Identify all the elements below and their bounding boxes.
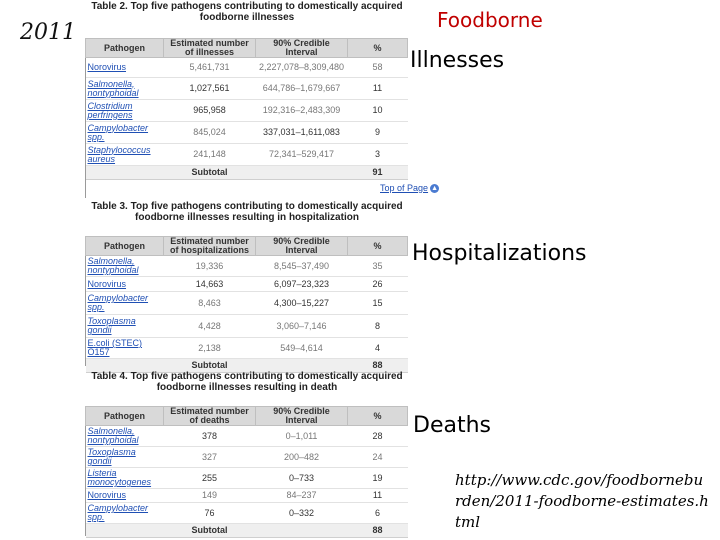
percent-value: 6 <box>348 503 408 524</box>
pathogen-link[interactable]: Staphylococcus aureus <box>86 144 164 166</box>
top-of-page-label: Top of Page <box>380 183 429 193</box>
interval-value: 0–733 <box>256 468 348 489</box>
percent-value: 11 <box>348 78 408 100</box>
header-pathogen: Pathogen <box>86 407 164 426</box>
header-percent: % <box>348 237 408 256</box>
header-interval: 90% Credible Interval <box>256 237 348 256</box>
header-percent: % <box>348 39 408 58</box>
pathogen-link[interactable]: Norovirus <box>86 489 164 503</box>
header-pathogen: Pathogen <box>86 39 164 58</box>
table-row <box>86 78 408 100</box>
interval-value: 4,300–15,227 <box>256 292 348 315</box>
header-interval: 90% Credible Interval <box>256 39 348 58</box>
percent-value: 4 <box>348 338 408 359</box>
percent-value: 24 <box>348 447 408 468</box>
interval-value: 337,031–1,611,083 <box>256 122 348 144</box>
year-label: 2011 <box>20 20 76 45</box>
table4-deaths <box>85 406 408 538</box>
source-url: http://www.cdc.gov/foodborneburden/2011-foodborne-estimates.html <box>455 471 709 531</box>
table3-hospitalizations <box>85 236 408 373</box>
estimate-value: 255 <box>164 468 256 489</box>
percent-value: 9 <box>348 122 408 144</box>
pathogen-link[interactable]: E.coli (STEC) O157 <box>86 338 164 359</box>
table-row <box>86 256 408 277</box>
pathogen-link[interactable]: Toxoplasma gondii <box>86 315 164 338</box>
percent-value: 11 <box>348 489 408 503</box>
table-row <box>86 315 408 338</box>
pathogen-link[interactable]: Campylobacter spp. <box>86 122 164 144</box>
estimate-value: 149 <box>164 489 256 503</box>
header-estimate: Estimated number of deaths <box>164 407 256 426</box>
label-hospitalizations: Hospitalizations <box>412 241 587 266</box>
label-foodborne: Foodborne <box>437 8 543 32</box>
header-estimate: Estimated number of illnesses <box>164 39 256 58</box>
interval-value: 84–237 <box>256 489 348 503</box>
subtotal-percent: 88 <box>348 524 408 538</box>
pathogen-link[interactable]: Toxoplasma gondii <box>86 447 164 468</box>
interval-value: 2,227,078–8,309,480 <box>256 58 348 78</box>
pathogen-link[interactable]: Clostridium perfringens <box>86 100 164 122</box>
interval-value: 3,060–7,146 <box>256 315 348 338</box>
subtotal-percent: 91 <box>348 166 408 180</box>
table-row <box>86 338 408 359</box>
table-row <box>86 468 408 489</box>
table-row <box>86 277 408 292</box>
table2-illnesses <box>85 38 408 180</box>
subtotal-percent: 88 <box>348 359 408 373</box>
table-row <box>86 292 408 315</box>
estimate-value: 1,027,561 <box>164 78 256 100</box>
estimate-value: 241,148 <box>164 144 256 166</box>
percent-value: 15 <box>348 292 408 315</box>
estimate-value: 378 <box>164 426 256 447</box>
percent-value: 3 <box>348 144 408 166</box>
pathogen-link[interactable]: Campylobacter spp. <box>86 503 164 524</box>
header-pathogen: Pathogen <box>86 237 164 256</box>
subtotal-label: Subtotal <box>164 524 256 538</box>
pathogen-link[interactable]: Campylobacter spp. <box>86 292 164 315</box>
table-row <box>86 144 408 166</box>
estimate-value: 14,663 <box>164 277 256 292</box>
pathogen-link[interactable]: Salmonella, nontyphoidal <box>86 426 164 447</box>
subtotal-row <box>86 166 408 180</box>
subtotal-row <box>86 524 408 538</box>
estimate-value: 76 <box>164 503 256 524</box>
interval-value: 549–4,614 <box>256 338 348 359</box>
table-row <box>86 489 408 503</box>
interval-value: 6,097–23,323 <box>256 277 348 292</box>
interval-value: 72,341–529,417 <box>256 144 348 166</box>
percent-value: 10 <box>348 100 408 122</box>
table2-caption: Table 2. Top five pathogens contributing to domestically acquired foodborne illnesses <box>91 1 403 23</box>
pathogen-link[interactable]: Norovirus <box>86 58 164 78</box>
pathogen-link[interactable]: Salmonella, nontyphoidal <box>86 256 164 277</box>
table3-caption: Table 3. Top five pathogens contributing to domestically acquired foodborne illnesses resulting in hospitalization <box>91 201 403 223</box>
table-row <box>86 447 408 468</box>
pathogen-link[interactable]: Listeria monocytogenes <box>86 468 164 489</box>
table-row <box>86 122 408 144</box>
interval-value: 192,316–2,483,309 <box>256 100 348 122</box>
interval-value: 644,786–1,679,667 <box>256 78 348 100</box>
estimate-value: 327 <box>164 447 256 468</box>
estimate-value: 8,463 <box>164 292 256 315</box>
header-percent: % <box>348 407 408 426</box>
percent-value: 35 <box>348 256 408 277</box>
estimate-value: 4,428 <box>164 315 256 338</box>
table-row <box>86 100 408 122</box>
header-estimate: Estimated number of hospitalizations <box>164 237 256 256</box>
percent-value: 8 <box>348 315 408 338</box>
percent-value: 58 <box>348 58 408 78</box>
label-deaths: Deaths <box>413 413 491 438</box>
header-interval: 90% Credible Interval <box>256 407 348 426</box>
percent-value: 19 <box>348 468 408 489</box>
arrow-up-icon: ▲ <box>431 185 439 193</box>
estimate-value: 845,024 <box>164 122 256 144</box>
interval-value: 200–482 <box>256 447 348 468</box>
percent-value: 26 <box>348 277 408 292</box>
estimate-value: 19,336 <box>164 256 256 277</box>
subtotal-label: Subtotal <box>164 166 256 180</box>
label-illnesses: Illnesses <box>410 48 505 73</box>
top-of-page-link[interactable] <box>380 183 439 193</box>
estimate-value: 965,958 <box>164 100 256 122</box>
estimate-value: 2,138 <box>164 338 256 359</box>
estimate-value: 5,461,731 <box>164 58 256 78</box>
table-row <box>86 426 408 447</box>
interval-value: 8,545–37,490 <box>256 256 348 277</box>
percent-value: 28 <box>348 426 408 447</box>
interval-value: 0–332 <box>256 503 348 524</box>
pathogen-link[interactable]: Norovirus <box>86 277 164 292</box>
subtotal-label: Subtotal <box>164 359 256 373</box>
table-row <box>86 503 408 524</box>
pathogen-link[interactable]: Salmonella, nontyphoidal <box>86 78 164 100</box>
interval-value: 0–1,011 <box>256 426 348 447</box>
table-row <box>86 58 408 78</box>
table4-caption: Table 4. Top five pathogens contributing to domestically acquired foodborne illnesses resulting in death <box>91 371 403 393</box>
